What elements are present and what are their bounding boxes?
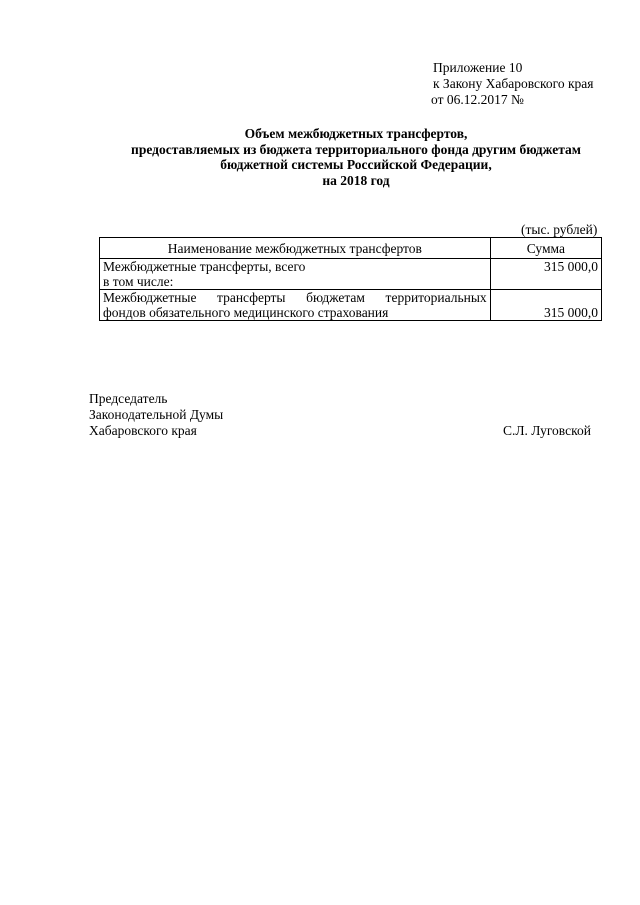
header-name: Наименование межбюджетных трансфертов (100, 238, 491, 259)
document-title (100, 126, 612, 188)
row-name-line: в том числе: (103, 274, 174, 289)
header-sum: Сумма (490, 238, 601, 259)
signature-position-line: Законодательной Думы (89, 407, 224, 422)
row-name-line: Межбюджетные трансферты, всего (103, 259, 306, 274)
table-row (100, 290, 602, 321)
units-label: (тыс. рублей) (521, 222, 598, 237)
appendix-date: от 06.12.2017 № (431, 92, 524, 107)
table-header-row (100, 238, 602, 259)
signature-position-line: Председатель (89, 391, 168, 406)
signature-block (89, 391, 223, 439)
signer-name: С.Л. Луговской (503, 423, 591, 438)
row-name-cell (100, 290, 491, 321)
title-line-4: на 2018 год (322, 172, 390, 188)
row-sum-cell: 315 000,0 (490, 259, 601, 290)
appendix-header (431, 60, 594, 108)
row-name-line: Межбюджетные трансферты бюджетам территориальных (103, 290, 487, 305)
signature-position-line: Хабаровского края (89, 423, 197, 438)
row-sum-cell: 315 000,0 (490, 290, 601, 321)
row-name-cell (100, 259, 491, 290)
appendix-number: Приложение 10 (433, 60, 523, 75)
table-row (100, 259, 602, 290)
transfers-table (99, 237, 602, 321)
row-name-line: фондов обязательного медицинского страхования (103, 305, 389, 320)
title-line-3: бюджетной системы Российской Федерации, (220, 157, 492, 172)
title-line-2: предоставляемых из бюджета территориального фонда другим бюджетам (131, 141, 581, 157)
appendix-law-reference: к Закону Хабаровского края (433, 76, 594, 91)
title-line-1: Объем межбюджетных трансфертов, (244, 126, 468, 141)
